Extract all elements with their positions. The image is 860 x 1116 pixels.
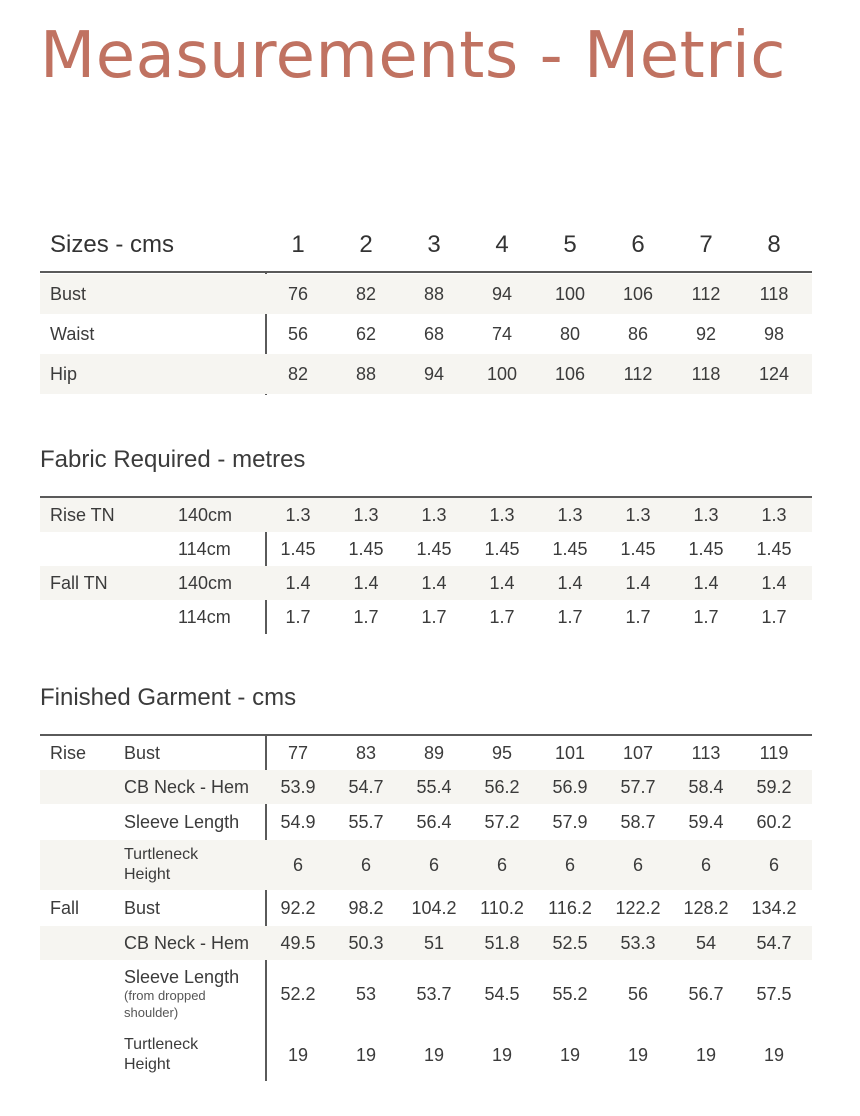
table-cell: 1.7 [761, 606, 787, 627]
table-cell: 59.4 [688, 811, 724, 832]
table-cell: 1.4 [625, 572, 651, 593]
table-cell: 88 [355, 363, 377, 384]
table-cell: 1.45 [484, 538, 520, 559]
table-cell: 1.45 [620, 538, 656, 559]
table-cell: 1.3 [761, 504, 787, 525]
table-cell: 57.5 [756, 983, 792, 1004]
table-cell: 19 [491, 1044, 513, 1065]
table-cell: 1.4 [285, 572, 311, 593]
table-cell: 53.7 [416, 983, 452, 1004]
table-row [40, 890, 812, 926]
table-cell: 77 [287, 742, 309, 763]
table-cell: 1.7 [557, 606, 583, 627]
table-cell: 59.2 [756, 776, 792, 797]
fabric-width: 140cm [178, 504, 233, 525]
table-cell: 106 [554, 363, 586, 384]
size-header: 6 [631, 231, 645, 258]
table-cell: 98.2 [348, 897, 384, 918]
measure-label-line: Turtleneck [124, 1036, 199, 1053]
measure-label: Bust [124, 897, 161, 918]
table-cell: 50.3 [348, 932, 384, 953]
table-cell: 1.7 [285, 606, 311, 627]
table-cell: 60.2 [756, 811, 792, 832]
table-cell: 19 [559, 1044, 581, 1065]
table-cell: 94 [491, 283, 513, 304]
table-cell: 1.4 [557, 572, 583, 593]
table-cell: 57.9 [552, 811, 588, 832]
measure-label [124, 960, 239, 1028]
table-cell: 19 [423, 1044, 445, 1065]
table-row [40, 840, 812, 890]
table-row [40, 314, 812, 354]
table-cell: 1.4 [489, 572, 515, 593]
table-cell: 57.7 [620, 776, 656, 797]
table-cell: 55.2 [552, 983, 588, 1004]
table-row [40, 600, 812, 634]
table-row [40, 566, 812, 600]
table-cell: 104.2 [411, 897, 457, 918]
table-cell: 1.3 [285, 504, 311, 525]
table-cell: 1.7 [625, 606, 651, 627]
table-cell: 112 [623, 363, 653, 384]
size-header: 1 [291, 231, 305, 258]
table-cell: 56.9 [552, 776, 588, 797]
measure-label-line: Height [124, 866, 171, 883]
table-cell: 110.2 [480, 897, 524, 918]
table-cell: 52.2 [280, 983, 316, 1004]
table-cell: 112 [691, 283, 721, 304]
table-row [40, 354, 812, 394]
table-cell: 54.7 [756, 932, 792, 953]
table-cell: 19 [627, 1044, 649, 1065]
table-cell: 128.2 [683, 897, 729, 918]
table-cell: 118 [759, 283, 789, 304]
table-cell: 56.7 [688, 983, 724, 1004]
table-cell: 94 [423, 363, 445, 384]
table-cell: 1.3 [693, 504, 719, 525]
table-cell: 1.4 [693, 572, 719, 593]
table-cell: 118 [691, 363, 721, 384]
table-cell: 98 [763, 323, 785, 344]
table-cell: 116.2 [548, 897, 592, 918]
measure-label: Sleeve Length [124, 811, 240, 832]
table-cell: 53 [355, 983, 377, 1004]
table-cell: 56.4 [416, 811, 452, 832]
table-row [40, 532, 812, 566]
table-cell: 6 [564, 854, 575, 875]
table-cell: 51 [423, 932, 445, 953]
table-cell: 68 [423, 323, 445, 344]
table-cell: 1.7 [353, 606, 379, 627]
measure-label-line: Turtleneck [124, 846, 199, 863]
size-header: 3 [427, 231, 441, 258]
table-row [40, 960, 812, 1028]
table-cell: 57.2 [484, 811, 520, 832]
row-label: Waist [50, 323, 95, 344]
table-cell: 55.7 [348, 811, 384, 832]
measure-label [124, 1030, 198, 1080]
table-cell: 82 [355, 283, 377, 304]
table-cell: 6 [292, 854, 303, 875]
table-cell: 6 [768, 854, 779, 875]
table-cell: 1.3 [489, 504, 515, 525]
size-header: 7 [699, 231, 713, 258]
table-cell: 82 [287, 363, 309, 384]
table-cell: 58.4 [688, 776, 724, 797]
row-label: Rise TN [50, 504, 115, 525]
table-cell: 56.2 [484, 776, 520, 797]
table-cell: 54.5 [484, 983, 520, 1004]
measure-label-line: Height [124, 1056, 171, 1073]
table-cell: 100 [486, 363, 518, 384]
table-cell: 95 [491, 742, 513, 763]
table-cell: 1.3 [353, 504, 379, 525]
table-cell: 1.7 [421, 606, 447, 627]
table-row [40, 1030, 812, 1080]
table-cell: 19 [355, 1044, 377, 1065]
table-cell: 54.9 [280, 811, 316, 832]
fabric-width: 140cm [178, 572, 233, 593]
measure-label-line: Sleeve Length [124, 967, 240, 987]
sizes-header-label: Sizes - cms [50, 231, 175, 258]
table-cell: 119 [759, 742, 789, 763]
table-cell: 49.5 [280, 932, 316, 953]
table-cell: 1.45 [280, 538, 316, 559]
table-cell: 53.3 [620, 932, 656, 953]
table-cell: 1.3 [557, 504, 583, 525]
row-label: Fall TN [50, 572, 108, 593]
table-cell: 1.45 [756, 538, 792, 559]
table-row [40, 736, 812, 770]
table-row [40, 498, 812, 532]
table-cell: 1.45 [416, 538, 452, 559]
table-cell: 54 [695, 932, 717, 953]
table-cell: 62 [355, 323, 377, 344]
table-cell: 100 [554, 283, 586, 304]
size-header: 8 [767, 231, 781, 258]
table-cell: 76 [287, 283, 309, 304]
table-rule [40, 271, 812, 273]
measure-label: CB Neck - Hem [124, 932, 250, 953]
measure-note: shoulder) [124, 1005, 179, 1020]
table-cell: 106 [622, 283, 654, 304]
table-cell: 1.3 [421, 504, 447, 525]
table-cell: 58.7 [620, 811, 656, 832]
row-label: Rise [50, 742, 87, 763]
table-cell: 52.5 [552, 932, 588, 953]
table-cell: 56 [627, 983, 649, 1004]
table-cell: 55.4 [416, 776, 452, 797]
size-header: 5 [563, 231, 577, 258]
table-cell: 1.4 [353, 572, 379, 593]
table-cell: 89 [423, 742, 445, 763]
table-cell: 1.3 [625, 504, 651, 525]
page-title: Measurements - Metric [40, 19, 786, 93]
table-cell: 1.45 [688, 538, 724, 559]
table-cell: 51.8 [484, 932, 520, 953]
table-cell: 122.2 [615, 897, 661, 918]
size-header: 2 [359, 231, 373, 258]
table-row [40, 926, 812, 960]
table-row [40, 274, 812, 314]
measure-label [124, 840, 198, 890]
table-cell: 6 [700, 854, 711, 875]
table-cell: 56 [287, 323, 309, 344]
table-cell: 1.7 [489, 606, 515, 627]
table-cell: 53.9 [280, 776, 316, 797]
table-cell: 6 [632, 854, 643, 875]
table-cell: 1.7 [693, 606, 719, 627]
table-cell: 107 [622, 742, 654, 763]
table-cell: 1.45 [552, 538, 588, 559]
table-cell: 124 [758, 363, 790, 384]
table-cell: 1.45 [348, 538, 384, 559]
table-cell: 80 [559, 323, 581, 344]
table-cell: 113 [691, 742, 721, 763]
table-cell: 1.4 [421, 572, 447, 593]
table-cell: 83 [355, 742, 377, 763]
table-cell: 19 [763, 1044, 785, 1065]
measure-label: Bust [124, 742, 161, 763]
fabric-width: 114cm [178, 606, 231, 627]
table-cell: 6 [360, 854, 371, 875]
measure-note: (from dropped [124, 988, 206, 1003]
table-cell: 92 [695, 323, 717, 344]
table-cell: 88 [423, 283, 445, 304]
fabric-width: 114cm [178, 538, 231, 559]
table-cell: 86 [627, 323, 649, 344]
row-label: Hip [50, 363, 78, 384]
finished-section-title: Finished Garment - cms [40, 684, 297, 711]
size-header: 4 [495, 231, 509, 258]
table-cell: 101 [554, 742, 586, 763]
table-cell: 54.7 [348, 776, 384, 797]
table-cell: 1.4 [761, 572, 787, 593]
table-row [40, 804, 812, 840]
row-label: Fall [50, 897, 80, 918]
table-cell: 74 [491, 323, 513, 344]
table-cell: 6 [496, 854, 507, 875]
table-row [40, 770, 812, 804]
row-label: Bust [50, 283, 87, 304]
table-cell: 6 [428, 854, 439, 875]
table-cell: 19 [695, 1044, 717, 1065]
fabric-section-title: Fabric Required - metres [40, 446, 306, 473]
measure-label: CB Neck - Hem [124, 776, 250, 797]
table-cell: 134.2 [751, 897, 797, 918]
table-cell: 92.2 [280, 897, 316, 918]
table-cell: 19 [287, 1044, 309, 1065]
